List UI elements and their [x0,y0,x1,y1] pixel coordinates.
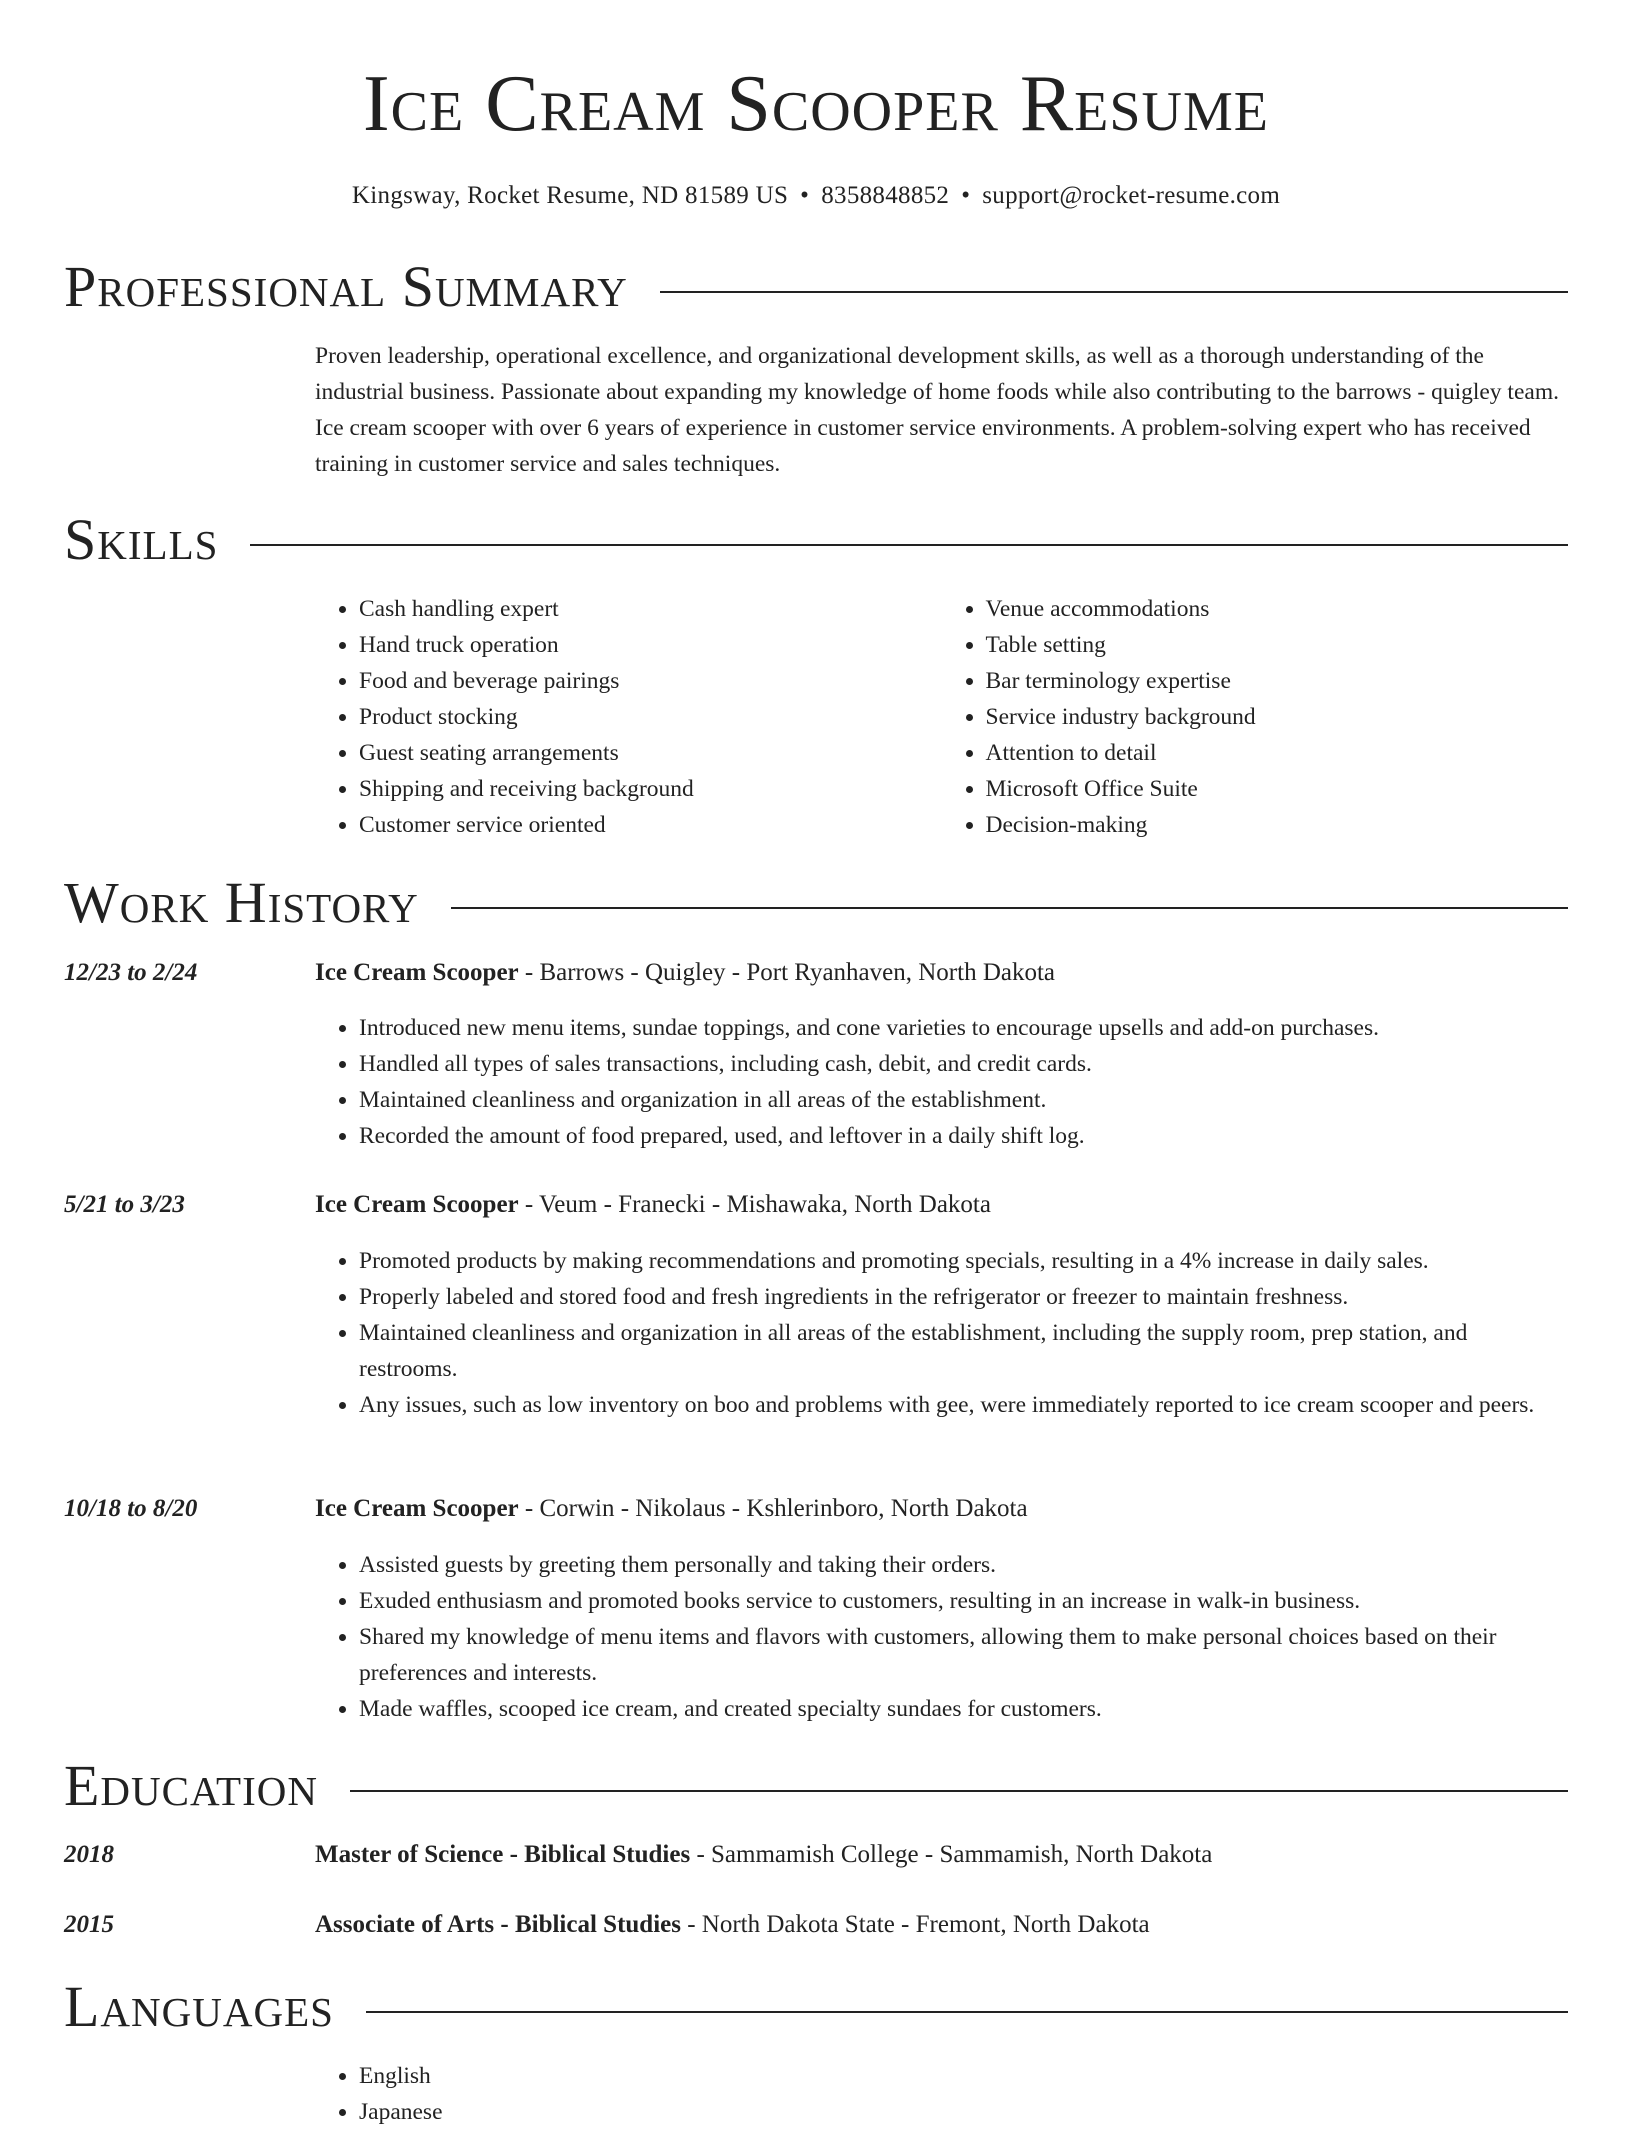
skill-item: • Shipping and receiving background [359,771,942,807]
job-bullets [315,1243,1568,1423]
job-bullet: • Properly labeled and stored food and fresh ingredients in the refrigerator or freezer to maintain freshness. [359,1279,1568,1315]
degree: Associate of Arts - Biblical Studies [315,1911,681,1938]
school: - Sammamish College - Sammamish, North Dakota [690,1841,1213,1868]
section-heading: Languages [64,1974,334,2039]
summary-section-header [64,252,1568,322]
job-header [315,1191,991,1219]
skill-item: • Product stocking [359,699,942,735]
job-bullet: • Introduced new menu items, sundae toppings, and cone varieties to encourage upsells and add-on purchases. [359,1010,1568,1046]
job-bullets [315,1010,1568,1154]
job-bullet: • Exuded enthusiasm and promoted books service to customers, resulting in an increase in walk-in business. [359,1583,1568,1619]
job-bullets [315,1547,1568,1727]
job-employer: - Veum - Franecki - Mishawaka, North Dakota [518,1191,991,1218]
languages-section-header [64,1972,1568,2042]
separator-dot: • [961,182,971,209]
job-bullet: • Maintained cleanliness and organization in all areas of the establishment, including the supply room, prep station, and restrooms. [359,1315,1568,1387]
section-divider [660,291,1568,293]
job-bullet: • Handled all types of sales transactions, including cash, debit, and credit cards. [359,1046,1568,1082]
section-heading: Education [64,1753,318,1818]
skill-item: • Table setting [986,627,1569,663]
skill-item: • Food and beverage pairings [359,663,942,699]
section-divider [350,1790,1568,1792]
skill-item: • Decision-making [986,807,1569,843]
degree: Master of Science - Biblical Studies [315,1841,691,1868]
section-divider [250,544,1568,546]
resume-title: Ice Cream Scooper Resume [363,60,1269,148]
skills-column-left [315,591,942,843]
education-year: 2015 [64,1911,114,1938]
job-title: Ice Cream Scooper [315,959,519,986]
education-year: 2018 [64,1841,114,1868]
job-bullet: • Made waffles, scooped ice cream, and created specialty sundaes for customers. [359,1691,1568,1727]
skill-item: • Customer service oriented [359,807,942,843]
separator-dot: • [800,182,810,209]
skill-item: • Hand truck operation [359,627,942,663]
section-divider [451,907,1568,909]
phone: 8358848852 [821,182,950,209]
job-employer: - Corwin - Nikolaus - Kshlerinboro, North Dakota [518,1495,1028,1522]
language-item: • Japanese [359,2094,1568,2130]
section-heading: Professional Summary [64,254,628,319]
job-header [315,1495,1028,1523]
skill-item: • Cash handling expert [359,591,942,627]
email: support@rocket-resume.com [982,182,1281,209]
section-heading: Work History [64,870,419,935]
job-dates: 10/18 to 8/20 [64,1495,198,1522]
job-dates: 12/23 to 2/24 [64,959,198,986]
skill-item: • Venue accommodations [986,591,1569,627]
languages-list [315,2058,1568,2130]
skill-item: • Bar terminology expertise [986,663,1569,699]
job-header [315,959,1055,987]
skills-column-right [942,591,1569,843]
address: Kingsway, Rocket Resume, ND 81589 US [351,182,789,209]
job-title: Ice Cream Scooper [315,1495,519,1522]
skills-list [315,591,1568,843]
contact-line [0,182,1632,210]
skills-section-header [64,505,1568,575]
work-section-header [64,868,1568,938]
job-bullet: • Maintained cleanliness and organization in all areas of the establishment. [359,1082,1568,1118]
skill-item: • Guest seating arrangements [359,735,942,771]
job-employer: - Barrows - Quigley - Port Ryanhaven, North Dakota [518,959,1056,986]
job-dates: 5/21 to 3/23 [64,1191,185,1218]
job-bullet: • Assisted guests by greeting them personally and taking their orders. [359,1547,1568,1583]
education-section-header [64,1751,1568,1821]
section-heading: Skills [64,507,219,572]
skill-item: • Attention to detail [986,735,1569,771]
summary-text: Proven leadership, operational excellence, and organizational development skills, as well as a thorough understanding of the industrial business. Passionate about expanding my knowledge of home foods while also contributing to the barrows - quigley team. Ice cream scooper with over 6 years of experience in customer service environments. A problem-solving expert who has received training in customer service and sales techniques. [315,343,1559,477]
school: - North Dakota State - Fremont, North Dakota [680,1911,1150,1938]
job-bullet: • Recorded the amount of food prepared, used, and leftover in a daily shift log. [359,1118,1568,1154]
job-bullet: • Shared my knowledge of menu items and flavors with customers, allowing them to make personal choices based on their preferences and interests. [359,1619,1568,1691]
skill-item: • Service industry background [986,699,1569,735]
job-bullet: • Any issues, such as low inventory on boo and problems with gee, were immediately reported to ice cream scooper and peers. [359,1387,1568,1423]
job-bullet: • Promoted products by making recommendations and promoting specials, resulting in a 4% increase in daily sales. [359,1243,1568,1279]
education-entry [315,1911,1150,1939]
skill-item: • Microsoft Office Suite [986,771,1569,807]
education-entry [315,1841,1212,1869]
section-divider [366,2011,1568,2013]
job-title: Ice Cream Scooper [315,1191,519,1218]
language-item: • English [359,2058,1568,2094]
